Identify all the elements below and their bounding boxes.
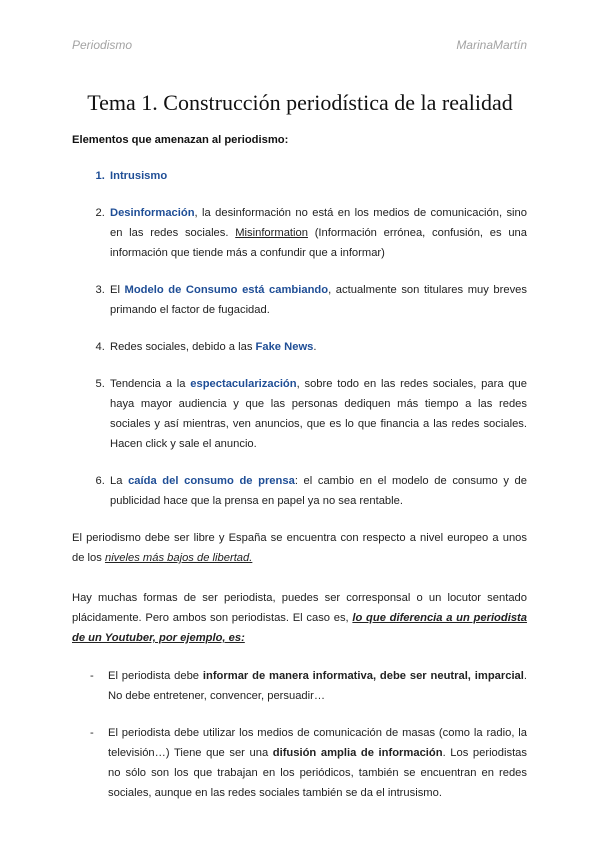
list-item-highlight: espectacularización xyxy=(190,378,297,390)
list-item-text: , la desinformación no está en los medios de comunicación, sino en las redes sociales. xyxy=(110,207,527,239)
underlined-term: Misinformation xyxy=(235,227,308,239)
dash-item xyxy=(72,723,527,803)
list-item-text: Redes sociales, debido a las xyxy=(110,341,256,353)
dash-item-text: El periodista debe xyxy=(108,670,203,682)
paragraph-freedom xyxy=(72,528,527,568)
dash-item-bold: difusión amplia de información xyxy=(272,747,443,759)
paragraph-emphasis: lo que diferencia a un periodista de un Youtuber, por ejemplo, es: xyxy=(72,612,528,644)
list-item-text: , actualmente son titulares muy breves primando el factor de fugacidad. xyxy=(110,284,527,316)
document-body xyxy=(72,130,527,820)
list-item-highlight: Intrusismo xyxy=(110,170,168,182)
dash-item-text: . Los periodistas no sólo son los que trabajan en los periódicos, también se encuentran en redes sociales, aunque en las redes sociales también se da el intrusismo. xyxy=(108,747,527,799)
dash-list xyxy=(72,666,527,803)
dash-item-text: El periodista debe utilizar los medios de comunicación de masas (como la radio, la televisión…) Tiene que ser una xyxy=(108,727,527,759)
list-item-highlight: Fake News xyxy=(255,341,314,353)
list-item-highlight: caída del consumo de prensa xyxy=(128,475,295,487)
paragraph-journalist xyxy=(72,588,527,648)
list-item-text: La xyxy=(110,475,129,487)
paragraph-text: Hay muchas formas de ser periodista, puedes ser corresponsal o un locutor sentado plácidamente. Pero ambos son periodistas. El caso es, xyxy=(72,592,527,624)
list-item xyxy=(108,471,527,511)
list-item-text: . xyxy=(313,341,317,353)
list-item-text: (Información errónea, confusión, es una información que tiende más a confundir que a informar) xyxy=(110,227,527,259)
paragraph-emphasis: niveles más bajos de libertad. xyxy=(104,552,253,564)
dash-item xyxy=(72,666,527,706)
list-item-highlight: Desinformación xyxy=(110,207,195,219)
dash-item-bold: informar de manera informativa, debe ser neutral, imparcial xyxy=(202,670,524,682)
list-item-text: El xyxy=(110,284,125,296)
header-subject: Periodismo xyxy=(72,38,133,52)
list-item xyxy=(108,203,527,263)
list-item-text: : el cambio en el modelo de consumo y de publicidad hace que la prensa en papel ya no sea rentable. xyxy=(110,475,527,507)
list-item-text: , sobre todo en las redes sociales, para que haya mayor audiencia y que las personas dediquen más tiempo a las redes sociales y así mientras, ven anuncios, que es lo que financia a las redes sociales. Hacen click y sale el anuncio. xyxy=(110,378,527,450)
header-author: MarinaMartín xyxy=(456,38,527,52)
paragraph-text: El periodismo debe ser libre y España se encuentra con respecto a nivel europeo a unos de los xyxy=(72,532,527,564)
list-item xyxy=(108,280,527,320)
section-subtitle: Elementos que amenazan al periodismo: xyxy=(72,134,289,146)
dash-item-text: . No debe entretener, convencer, persuadir… xyxy=(108,670,527,702)
page-header xyxy=(72,38,527,52)
list-item-highlight: Modelo de Consumo está cambiando xyxy=(124,284,329,296)
list-item-text: Tendencia a la xyxy=(110,378,191,390)
list-item xyxy=(108,166,527,186)
list-item xyxy=(108,374,527,454)
page-title: Tema 1. Construcción periodística de la realidad xyxy=(87,90,513,115)
threats-list xyxy=(72,166,527,511)
list-item xyxy=(108,337,527,357)
